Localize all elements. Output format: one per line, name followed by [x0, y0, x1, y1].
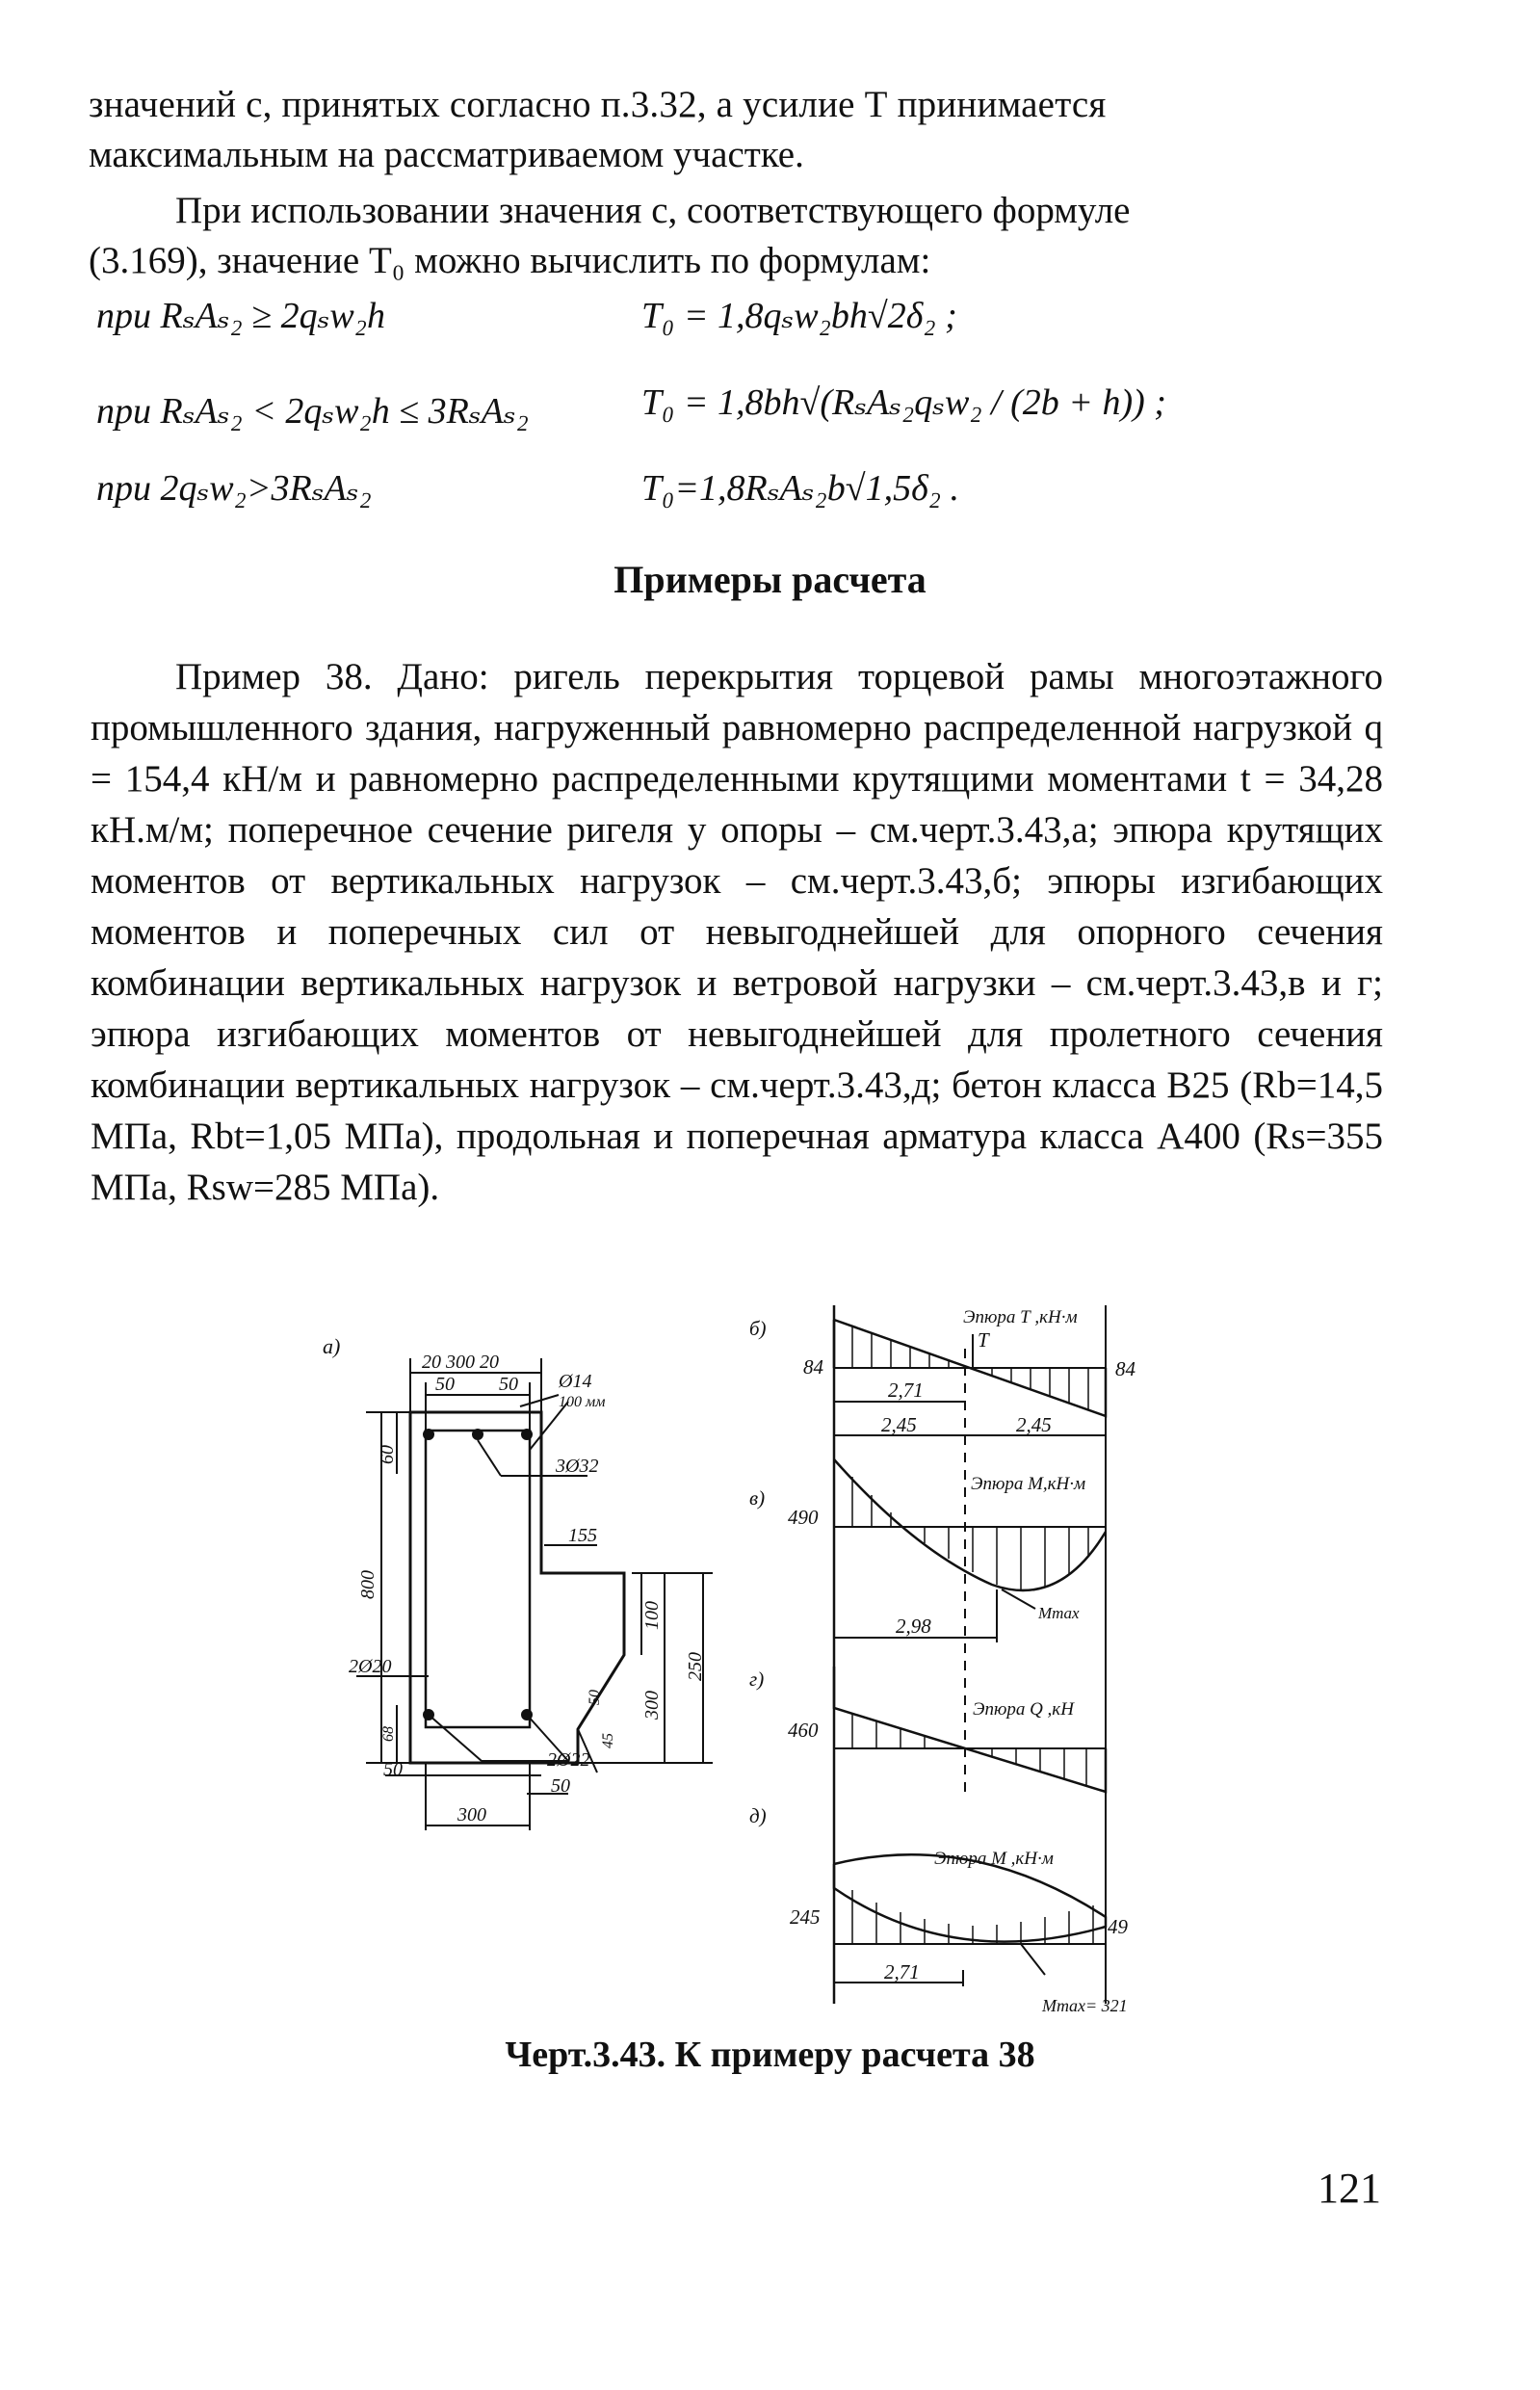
intro-line-2: максимальным на рассматриваемом участке.	[89, 134, 804, 175]
diagram-b-dim1: 2,71	[888, 1379, 924, 1402]
bottom-bars-label: 2Ø22	[547, 1749, 590, 1771]
dim-250: 250	[685, 1652, 706, 1681]
diagram-b-right: 84	[1115, 1357, 1135, 1380]
diagram-g-left: 460	[788, 1719, 819, 1742]
diagram-v-mmax: Mmax	[1038, 1604, 1080, 1622]
diagram-g-title: Эпюра Q ,кН	[973, 1699, 1074, 1720]
diagram-v-left: 490	[788, 1506, 819, 1529]
dim-155: 155	[568, 1525, 597, 1546]
diagram-d-left: 245	[790, 1905, 821, 1929]
diagram-b-dim2: 2,45	[881, 1413, 917, 1436]
dim-68: 68	[380, 1726, 397, 1742]
dim-45: 45	[600, 1733, 616, 1748]
formula-cond-3: при 2qₛw₂>3RₛAₛ₂	[96, 468, 372, 509]
bar-diameter: Ø14	[559, 1371, 592, 1392]
formula-expr-3: T₀=1,8RₛAₛ₂b√1,5δ₂ .	[641, 468, 959, 509]
diagram-v-letter: в)	[749, 1486, 766, 1510]
dim-100: 100	[641, 1601, 663, 1630]
dim-60: 60	[377, 1445, 398, 1464]
intro-line-4: (3.169), значение T₀ можно вычислить по формулам:	[89, 240, 931, 281]
diagram-d-dim: 2,71	[884, 1960, 920, 1983]
diagram-b-letter: б)	[749, 1317, 767, 1340]
dim-50v: 50	[587, 1690, 603, 1705]
top-bar	[424, 1430, 433, 1439]
bar-step: 100 мм	[559, 1394, 606, 1410]
dim-50left: 50	[383, 1759, 403, 1780]
dim-800: 800	[357, 1570, 378, 1599]
diagram-d-title: Эпюра М ,кН·м	[934, 1849, 1054, 1869]
dim-50a: 50	[435, 1374, 455, 1395]
section-drawing	[323, 1334, 713, 1830]
diagram-b-title: Эпюра Т ,кН·м	[963, 1307, 1078, 1327]
diagrams	[834, 1305, 1106, 2004]
section-heading: Примеры расчета	[613, 558, 927, 601]
diagram-d-letter: д)	[749, 1804, 767, 1827]
diagram-b-t: Т	[978, 1328, 989, 1352]
example-paragraph: Пример 38. Дано: ригель перекрытия торцевой рамы многоэтажного промышленного здания, нагруженный равномерно распределенной нагрузкой q = 154,4 кН/м и равномерно распределенными крутящими моментами t = 34,28 кН.м/м; поперечное сечение ригеля у опоры – см.черт.3.43,а; эпюра крутящих моментов от вертикальных нагрузок – см.черт.3.43,б; эпюры изгибающих моментов и поперечных сил от невыгоднейшей для опорного сечения комбинации вертикальных нагрузок и ветровой нагрузки – см.черт.3.43,в и г; эпюра изгибающих моментов от невыгоднейшей для пролетного сечения комбинации вертикальных нагрузок – см.черт.3.43,д; бетон класса В25 (Rb=14,5 МПа, Rbt=1,05 МПа), продольная и поперечная арматура класса А400 (Rs=355 МПа, Rsw=285 МПа).	[91, 656, 1383, 1208]
dim-300v: 300	[641, 1691, 663, 1720]
dim-top: 20 300 20	[422, 1352, 499, 1373]
dim-50bot: 50	[551, 1775, 570, 1797]
side-bars-label: 2Ø20	[349, 1656, 392, 1677]
figure-caption: Черт.3.43. К примеру расчета 38	[505, 2035, 1035, 2075]
formula-expr-1: T₀ = 1,8qₛw₂bh√2δ₂ ;	[641, 296, 957, 336]
page-number: 121	[1318, 2165, 1381, 2212]
top-bar	[473, 1430, 483, 1439]
dim-50b: 50	[499, 1374, 518, 1395]
top-bar	[522, 1430, 532, 1439]
diagram-b-left: 84	[803, 1355, 823, 1379]
diagram-v-dim: 2,98	[896, 1615, 931, 1638]
intro-line-3: При использовании значения с, соответствующего формуле	[175, 190, 1131, 231]
dim-300h: 300	[457, 1804, 486, 1825]
formula-expr-2: T₀ = 1,8bh√(RₛAₛ₂qₛw₂ / (2b + h)) ;	[641, 382, 1166, 423]
diagram-d-right: 49	[1108, 1915, 1128, 1938]
formula-cond-2: при RₛAₛ₂ < 2qₛw₂h ≤ 3RₛAₛ₂	[96, 391, 529, 432]
formula-cond-1: при RₛAₛ₂ ≥ 2qₛw₂h	[96, 296, 385, 336]
diagram-v-title: Эпюра М,кН·м	[971, 1474, 1086, 1494]
section-letter: а)	[323, 1334, 341, 1358]
intro-line-1: значений с, принятых согласно п.3.32, а усилие Т принимается	[89, 84, 1107, 125]
diagram-d-mmax: Mmax= 321	[1042, 1996, 1128, 2015]
diagram-b-dim3: 2,45	[1016, 1413, 1052, 1436]
top-bars-label: 3Ø32	[556, 1456, 599, 1477]
diagram-g-letter: г)	[749, 1668, 765, 1691]
